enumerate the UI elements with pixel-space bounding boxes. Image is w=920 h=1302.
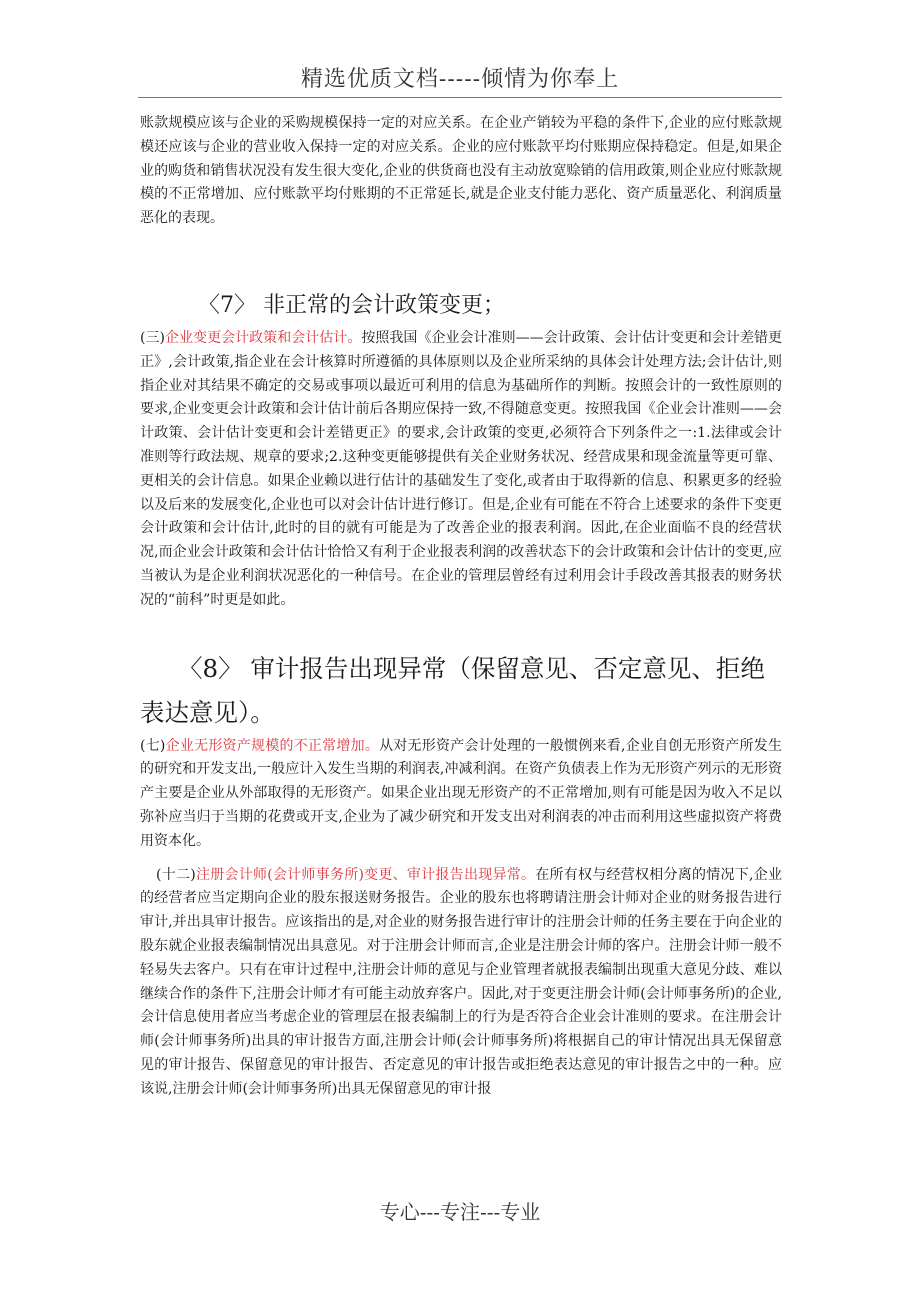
section-7-title: 企业无形资产规模的不正常增加。 <box>165 737 380 754</box>
section-3-prefix: (三) <box>140 329 165 346</box>
section-12-paragraph <box>140 864 782 1102</box>
section-3-title: 企业变更会计政策和会计估计。 <box>164 329 362 346</box>
document-body <box>140 112 782 1102</box>
section-3-body: 按照我国《企业会计准则——会计政策、会计估计变更和会计差错更正》,会计政策,指企业在会计核算时所遵循的具体原则以及企业所采纳的具体会计处理方法;会计估计,则指企业对其结果不确定的交易或事项以最近可利用的信息为基础所作的判断。按照会计的一致性原则的要求,企业变更会计政策和会计估计前后各期应保持一致,不得随意变更。按照我国《企业会计准则——会计政策、会计估计变更和会计差错更正》的要求,会计政策的变更,必须符合下列条件之一:1.法律或会计准则等行政法规、规章的要求;2.这种变更能够提供有关企业财务状况、经营成果和现金流量等更可靠、更相关的会计信息。如果企业赖以进行估计的基础发生了变化,或者由于取得新的信息、积累更多的经验以及后来的发展变化,企业也可以对会计估计进行修订。但是,企业有可能在不符合上述要求的条件下变更会计政策和会计估计,此时的目的就有可能是为了改善企业的报表利润。因此,在企业面临不良的经营状况,而企业会计政策和会计估计恰恰又有利于企业报表利润的改善状态下的会计政策和会计估计的变更,应当被认为是企业利润状况恶化的一种信号。在企业的管理层曾经有过利用会计手段改善其报表的财务状况的“前科”时更是如此。 <box>140 329 783 608</box>
heading-item-7: 〈7〉 非正常的会计政策变更； <box>198 292 505 318</box>
section-7-paragraph <box>140 735 782 854</box>
header-rule <box>138 97 782 98</box>
section-7-prefix: (七) <box>140 737 166 754</box>
page-header: 精选优质文档-----倾情为你奉上 <box>300 67 620 92</box>
heading-item-8: 〈8〉 审计报告出现异常（保留意见、否定意见、拒绝表达意见）。 <box>140 653 765 727</box>
section-3-paragraph <box>140 327 782 613</box>
section-12-body: 在所有权与经营权相分离的情况下,企业的经营者应当定期向企业的股东报送财务报告。企业的股东也将聘请注册会计师对企业的财务报告进行审计,并出具审计报告。应该指出的是,对企业的财务报告进行审计的注册会计师的任务主要在于向企业的股东就企业报表编制情况出具意见。对于注册会计师而言,企业是注册会计师的客户。注册会计师一般不轻易失去客户。只有在审计过程中,注册会计师的意见与企业管理者就报表编制出现重大意见分歧、难以继续合作的条件下,注册会计师才有可能主动放弃客户。因此,对于变更注册会计师(会计师事务所)的企业,会计信息使用者应当考虑企业的管理层在报表编制上的行为是否符合企业会计准则的要求。在注册会计师(会计师事务所)出具的审计报告方面,注册会计师(会计师事务所)将根据自己的审计情况出具无保留意见的审计报告、保留意见的审计报告、否定意见的审计报告或拒绝表达意见的审计报告之中的一种。应该说,注册会计师(会计师事务所)出具无保留意见的审计报 <box>140 866 782 1097</box>
section-12-title: 注册会计师(会计师事务所)变更、审计报告出现异常。 <box>195 866 536 883</box>
paragraph-payables: 账款规模应该与企业的采购规模保持一定的对应关系。在企业产销较为平稳的条件下,企业的应付账款规模还应该与企业的营业收入保持一定的对应关系。企业的应付账款平均付账期应保持稳定。但是,如果企业的购货和销售状况没有发生很大变化,企业的供货商也没有主动放宽赊销的信用政策,则企业应付账款规模的不正常增加、应付账款平均付账期的不正常延长,就是企业支付能力恶化、资产质量恶化、利润质量恶化的表现。 <box>140 115 782 227</box>
section-7-body: 从对无形资产会计处理的一般惯例来看,企业自创无形资产所发生的研究和开发支出,一般应计入发生当期的利润表,冲减利润。在资产负债表上作为无形资产列示的无形资产主要是企业从外部取得的无形资产。如果企业出现无形资产的不正常增加,则有可能是因为收入不足以弥补应当归于当期的花费或开支,企业为了减少研究和开发支出对利润表的冲击而利用这些虚拟资产将费用资本化。 <box>140 737 783 849</box>
page-footer: 专心---专注---专业 <box>379 1200 541 1224</box>
section-12-prefix: (十二) <box>156 866 196 883</box>
